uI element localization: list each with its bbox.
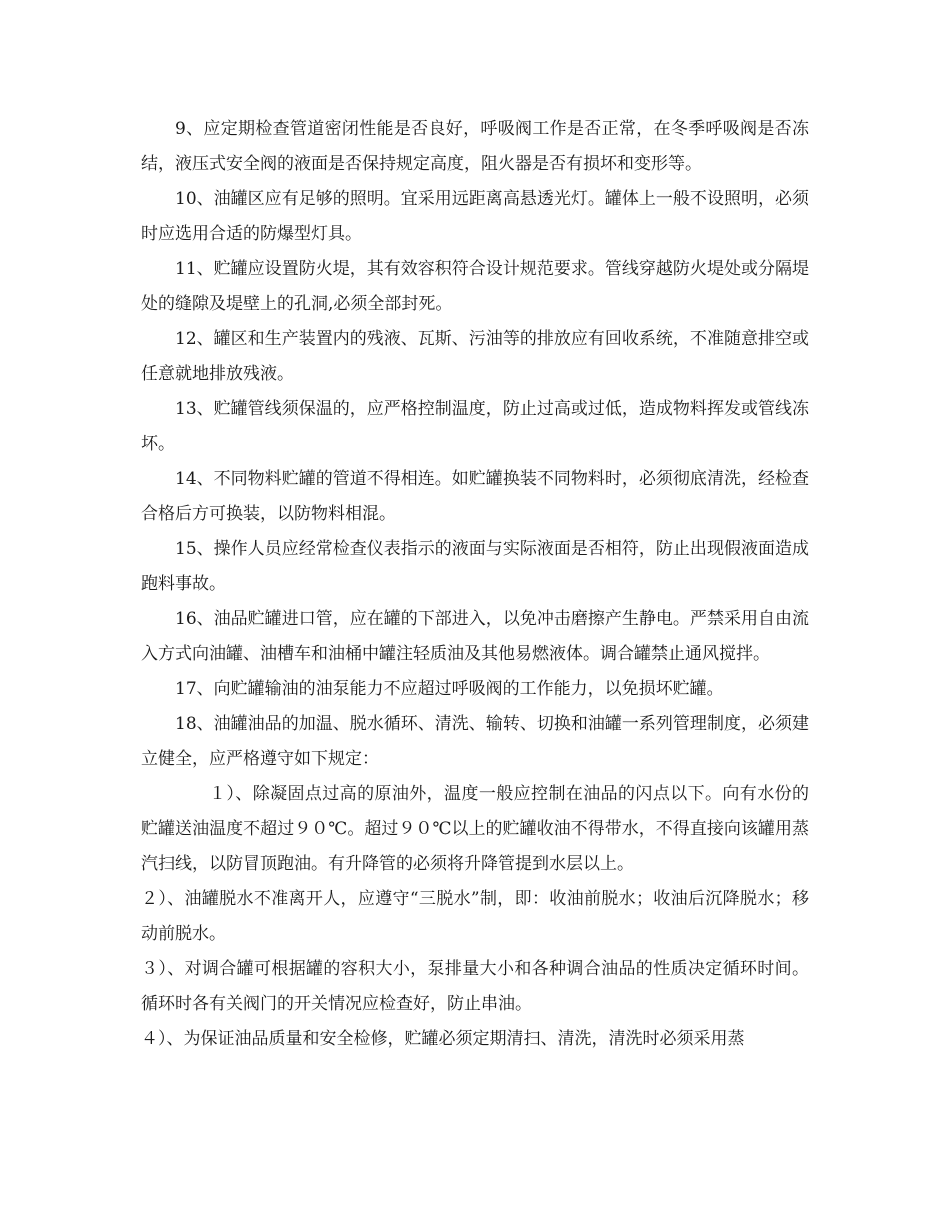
paragraph-item-17: 17、向贮罐输油的油泵能力不应超过呼吸阀的工作能力，以免损坏贮罐。 xyxy=(175,679,724,699)
paragraph-item-10: 10、油罐区应有足够的照明。宜采用远距离高悬透光灯。罐体上一般不设照明，必须时应选用合适的防爆型灯具。 xyxy=(141,189,809,244)
paragraph-item-13: 13、贮罐管线须保温的，应严格控制温度，防止过高或过低，造成物料挥发或管线冻坏。 xyxy=(141,399,809,454)
document-body xyxy=(141,112,809,1057)
sub-item-4: ４）、为保证油品质量和安全检修，贮罐必须定期清扫、清洗，清洗时必须采用蒸 xyxy=(141,1029,745,1049)
paragraph-item-12: 12、罐区和生产装置内的残液、瓦斯、污油等的排放应有回收系统，不准随意排空或任意就地排放残液。 xyxy=(141,329,809,384)
sub-item-2: ２）、油罐脱水不准离开人，应遵守“三脱水”制，即：收油前脱水；收油后沉降脱水；移动前脱水。 xyxy=(141,889,809,944)
sub-item-1: １）、除凝固点过高的原油外，温度一般应控制在油品的闪点以下。向有水份的贮罐送油温度不超过９０℃。超过９０℃以上的贮罐收油不得带水，不得直接向该罐用蒸汽扫线，以防冒顶跑油。有升降管的必须将升降管提到水层以上。 xyxy=(141,784,809,874)
paragraph-item-16: 16、油品贮罐进口管，应在罐的下部进入，以免冲击磨擦产生静电。严禁采用自由流入方式向油罐、油槽车和油桶中罐注轻质油及其他易燃液体。调合罐禁止通风搅拌。 xyxy=(141,609,809,664)
paragraph-item-11: 11、贮罐应设置防火堤，其有效容积符合设计规范要求。管线穿越防火堤处或分隔堤处的缝隙及堤壁上的孔洞,必须全部封死。 xyxy=(141,259,809,314)
paragraph-item-15: 15、操作人员应经常检查仪表指示的液面与实际液面是否相符，防止出现假液面造成跑料事故。 xyxy=(141,539,809,594)
paragraph-item-14: 14、不同物料贮罐的管道不得相连。如贮罐换装不同物料时，必须彻底清洗，经检查合格后方可换装，以防物料相混。 xyxy=(141,469,809,524)
sub-item-3: ３）、对调合罐可根据罐的容积大小，泵排量大小和各种调合油品的性质决定循环时间。循环时各有关阀门的开关情况应检查好，防止串油。 xyxy=(141,959,809,1014)
paragraph-item-18: 18、油罐油品的加温、脱水循环、清洗、输转、切换和油罐一系列管理制度，必须建立健全，应严格遵守如下规定： xyxy=(141,714,809,769)
paragraph-item-9: 9、应定期检查管道密闭性能是否良好，呼吸阀工作是否正常，在冬季呼吸阀是否冻结，液压式安全阀的液面是否保持规定高度，阻火器是否有损坏和变形等。 xyxy=(141,119,809,174)
